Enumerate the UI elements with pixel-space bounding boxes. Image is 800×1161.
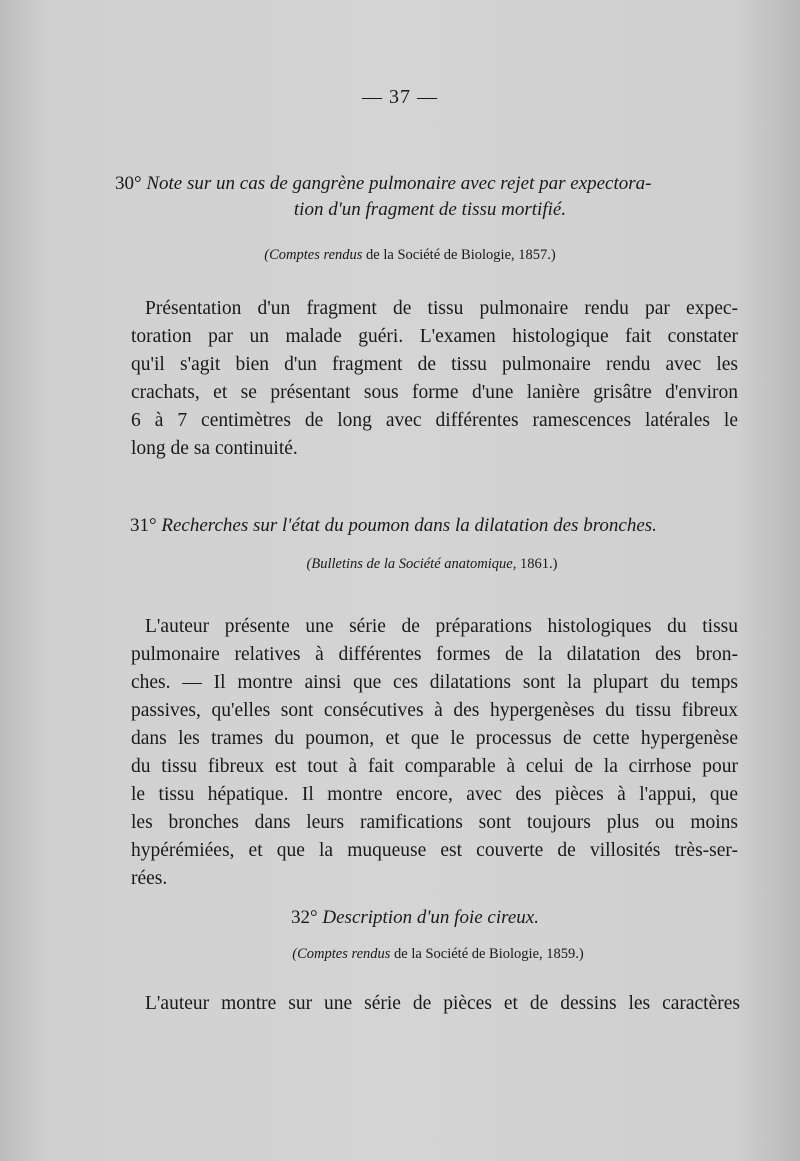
paragraph-line: les bronches dans leurs ramifications sont toujours plus ou moins xyxy=(131,812,738,833)
section-30-source-rest: de la Société de Biologie, 1857.) xyxy=(366,247,556,263)
section-30-title xyxy=(115,171,745,197)
section-30-title-line1: Note sur un cas de gangrène pulmonaire avec rejet par expectora- xyxy=(146,173,652,194)
section-32-title-text: Description d'un foie cireux. xyxy=(322,907,539,928)
section-31-source-rest: 1861.) xyxy=(519,556,558,572)
paragraph-line: L'auteur montre sur une série de pièces et de dessins les caractères xyxy=(145,993,740,1014)
paragraph-line: long de sa continuité. xyxy=(131,438,298,459)
paragraph-line: dans les trames du poumon, et que le processus de cette hypergenèse xyxy=(131,728,738,749)
section-30-paragraph xyxy=(131,295,738,463)
section-30-source xyxy=(10,247,800,264)
page-number: — 37 — xyxy=(362,86,438,108)
paragraph-line: qu'il s'agit bien d'un fragment de tissu pulmonaire rendu avec les xyxy=(131,354,738,375)
section-30-title-line2: tion d'un fragment de tissu mortifié. xyxy=(293,199,567,220)
paragraph-line: Présentation d'un fragment de tissu pulmonaire rendu par expec- xyxy=(145,298,738,319)
paragraph-line: le tissu hépatique. Il montre encore, avec des pièces à l'appui, que xyxy=(131,784,738,805)
section-32-source-journal: (Comptes rendus xyxy=(292,946,391,962)
section-31-source xyxy=(32,556,800,573)
paragraph-line: 6 à 7 centimètres de long avec différentes ramescences latérales le xyxy=(131,410,738,431)
section-31-paragraph xyxy=(131,613,738,893)
paragraph-line: crachats, et se présentant sous forme d'une lanière grisâtre d'environ xyxy=(131,382,738,403)
section-31-title-text: Recherches sur l'état du poumon dans la dilatation des bronches. xyxy=(161,515,657,536)
paragraph-line: passives, qu'elles sont consécutives à des hypergenèses du tissu fibreux xyxy=(131,700,738,721)
section-32-title xyxy=(100,905,730,931)
section-31-title xyxy=(130,513,745,539)
section-32-source-rest: de la Société de Biologie, 1859.) xyxy=(394,946,584,962)
section-32-number: 32° xyxy=(291,907,318,928)
section-30-number: 30° xyxy=(115,173,142,194)
paragraph-line: pulmonaire relatives à différentes formes de la dilatation des bron- xyxy=(131,644,738,665)
paragraph-line: toration par un malade guéri. L'examen histologique fait constater xyxy=(131,326,738,347)
section-31-number: 31° xyxy=(130,515,157,536)
paragraph-line: rées. xyxy=(131,868,168,889)
paragraph-line: du tissu fibreux est tout à fait comparable à celui de la cirrhose pour xyxy=(131,756,738,777)
section-32-source xyxy=(38,946,800,963)
section-30-source-journal: (Comptes rendus xyxy=(264,247,363,263)
section-30-title-cont xyxy=(115,197,745,223)
section-31-source-journal: (Bulletins de la Société anatomique, xyxy=(306,556,517,572)
section-32-paragraph xyxy=(145,990,740,1018)
paragraph-line: ches. — Il montre ainsi que ces dilatations sont la plupart du temps xyxy=(131,672,738,693)
paragraph-line: L'auteur présente une série de préparations histologiques du tissu xyxy=(145,616,738,637)
paragraph-line: hypérémiées, et que la muqueuse est couverte de villosités très-ser- xyxy=(131,840,738,861)
